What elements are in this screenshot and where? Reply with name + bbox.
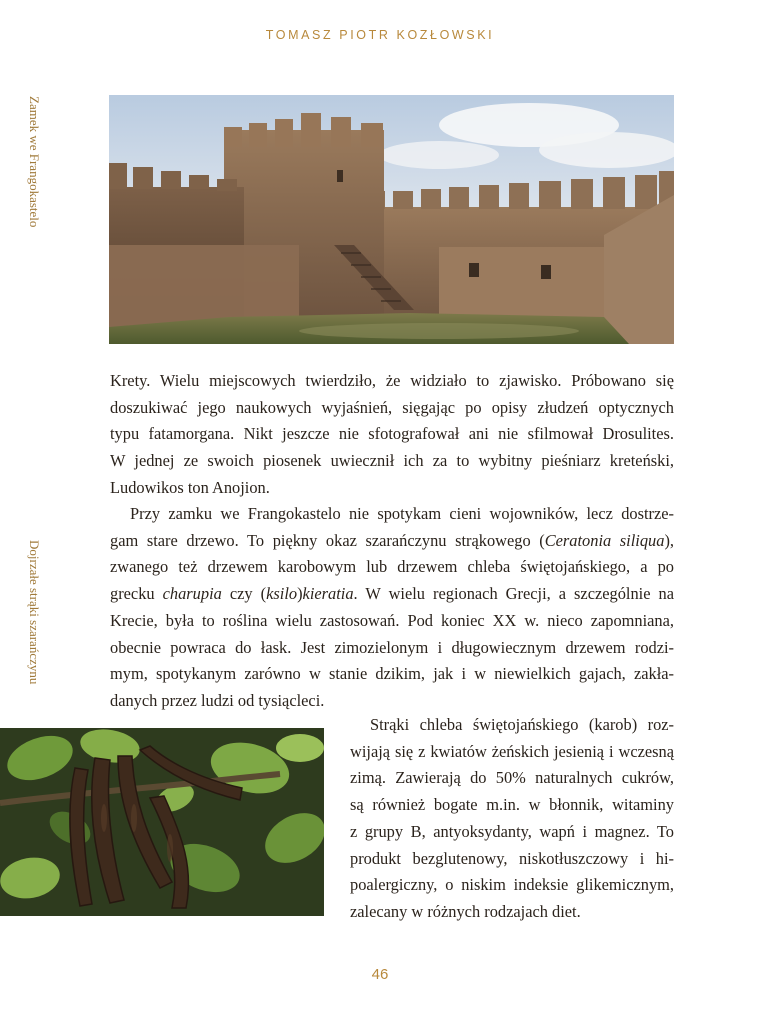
side-caption-carob: Dojrzałe strąki szarańczynu [27, 540, 42, 685]
paragraph-1-line: Ludowikos ton Anojion. [110, 477, 270, 497]
paragraph-2-line: Krecie, była to roślina wielu zastosowań. Pod koniec XX w. nieco zapomniana, [110, 610, 674, 630]
latin-name: Ceratonia siliqua [544, 530, 665, 550]
paragraph-3 [350, 712, 674, 926]
paragraph-3-line: poalergiczny, o niskim indeksie glikemicznym, [350, 875, 674, 895]
greek-name: ksilo [266, 584, 298, 604]
running-header-author: TOMASZ PIOTR KOZŁOWSKI [265, 28, 495, 42]
paragraph-2-line: danych przez ludzi od tysiącleci. [110, 690, 325, 710]
paragraph-2 [110, 501, 674, 715]
paragraph-1 [110, 368, 674, 502]
carob-photo [0, 728, 324, 916]
paragraph-3-line: zimą. Zawierają do 50% naturalnych cukrów, [350, 768, 674, 788]
paragraph-3-line: zalecany w różnych rodzajach diet. [350, 901, 581, 921]
paragraph-2-line: zwanego też drzewem karobowym lub drzewem chleba świętojańskiego, a po [110, 557, 674, 577]
paragraph-2-line: grecku charupia czy (ksilo)kieratia. W wielu regionach Grecji, a szczególnie na [110, 584, 675, 604]
paragraph-3-line: są również bogate m.in. w błonnik, witaminy [350, 795, 674, 815]
paragraph-2-line: Przy zamku we Frangokastelo nie spotykam cieni wojowników, lecz dostrze- [130, 504, 674, 523]
page-number: 46 [371, 966, 389, 983]
paragraph-2-line: mym, spotykanym zarówno w stanie dzikim, jak i w niewielkich gajach, zakła- [110, 664, 674, 684]
paragraph-2-line: gam stare drzewo. To piękny okaz szarańczynu strąkowego (Ceratonia siliqua), [110, 530, 674, 550]
paragraph-1-line: typu fatamorgana. Nikt jeszcze nie sfotografował ani nie sfilmował Drosulites. [110, 424, 674, 444]
paragraph-3-line: produkt bezglutenowy, niskotłuszczowy i hi- [350, 848, 674, 868]
greek-name: kieratia [302, 584, 354, 604]
castle-photo [109, 95, 674, 344]
greek-name: charupia [162, 584, 222, 604]
paragraph-3-line: z grupy B, antyoksydanty, wapń i magnez. To [350, 821, 674, 841]
paragraph-1-line: Krety. Wielu miejscowych twierdziło, że widziało to zjawisko. Próbowano się [110, 371, 674, 390]
paragraph-3-line: Strąki chleba świętojańskiego (karob) roz- [370, 715, 674, 734]
paragraph-1-line: doszukiwać jego naukowych wyjaśnień, sięgając po opisy złudzeń optycznych [110, 397, 674, 417]
paragraph-2-line: obecnie powraca do łask. Jest zimozielonym i długowiecznym drzewem rodzi- [110, 637, 674, 657]
paragraph-1-line: W jednej ze swoich piosenek uwiecznił ich za to wybitny pieśniarz kreteński, [110, 451, 674, 471]
side-caption-castle: Zamek we Frangokastelo [27, 96, 42, 228]
paragraph-3-line: wijają się z kwiatów żeńskich jesienią i wczesną [350, 741, 674, 761]
